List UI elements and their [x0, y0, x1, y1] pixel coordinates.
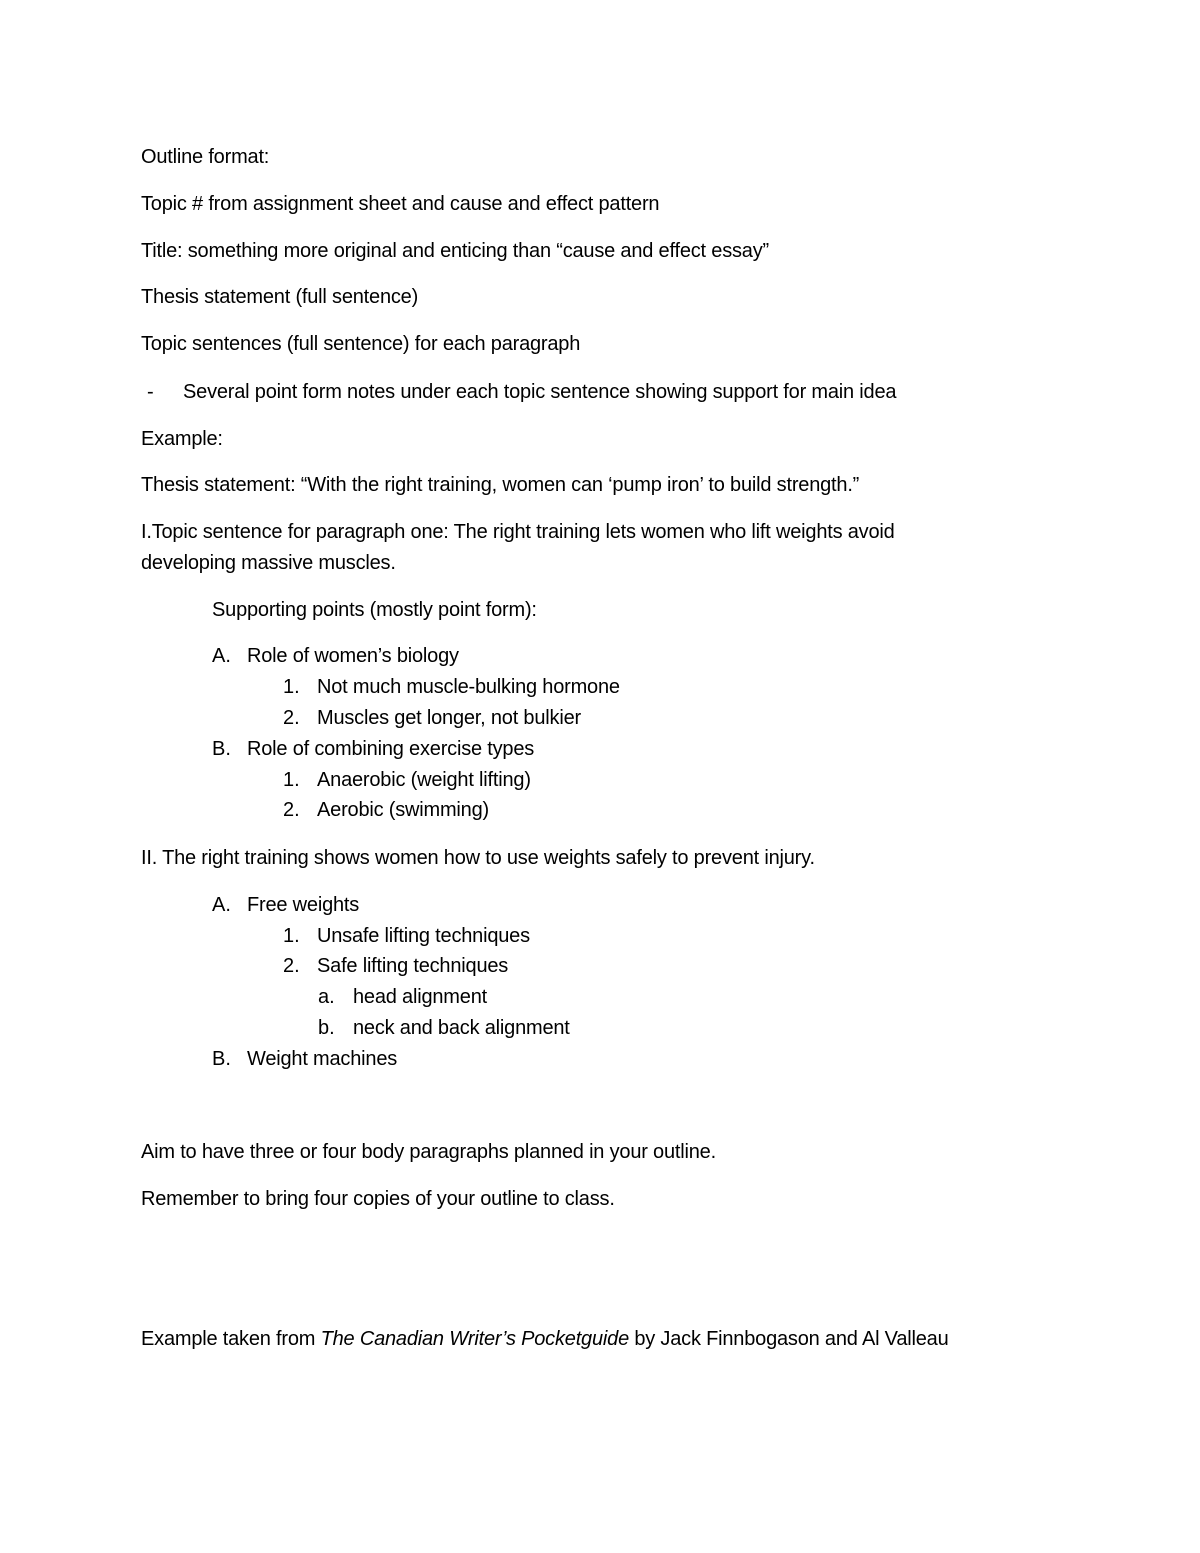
citation-book-title: The Canadian Writer’s Pocketguide: [320, 1328, 629, 1350]
list-item: neck and back alignment: [353, 1017, 570, 1039]
bullet-text: Several point form notes under each topic sentence showing support for main idea: [183, 381, 897, 403]
list-marker: a.: [318, 986, 335, 1008]
section-one-topic-line-2: developing massive muscles.: [141, 552, 396, 574]
list-item: head alignment: [353, 986, 487, 1008]
outline-heading: Outline format:: [141, 146, 270, 168]
bullet-marker: -: [147, 381, 154, 403]
list-marker: 1.: [283, 676, 300, 698]
list-item: Free weights: [247, 894, 360, 916]
supporting-points-label: Supporting points (mostly point form):: [212, 599, 537, 621]
remember-instruction: Remember to bring four copies of your outline to class.: [141, 1188, 615, 1210]
aim-instruction: Aim to have three or four body paragraphs planned in your outline.: [141, 1141, 716, 1163]
example-thesis: Thesis statement: “With the right training, women can ‘pump iron’ to build strength.”: [141, 474, 860, 496]
list-marker: 2.: [283, 799, 300, 821]
thesis-instruction: Thesis statement (full sentence): [141, 286, 419, 308]
list-marker: A.: [212, 894, 231, 916]
citation-prefix: Example taken from: [141, 1328, 321, 1350]
list-item: Role of women’s biology: [247, 645, 459, 667]
list-item: Muscles get longer, not bulkier: [317, 707, 581, 729]
list-marker: 2.: [283, 955, 300, 977]
section-two-topic-line: II. The right training shows women how to use weights safely to prevent injury.: [141, 847, 815, 869]
list-marker: 2.: [283, 707, 300, 729]
list-item: Anaerobic (weight lifting): [317, 769, 531, 791]
list-marker: B.: [212, 738, 231, 760]
example-label: Example:: [141, 428, 223, 450]
list-item: Not much muscle-bulking hormone: [317, 676, 620, 698]
list-marker: A.: [212, 645, 231, 667]
list-item: Weight machines: [247, 1048, 398, 1070]
title-instruction: Title: something more original and enticing than “cause and effect essay”: [141, 240, 769, 262]
topic-instruction: Topic # from assignment sheet and cause and effect pattern: [141, 193, 660, 215]
topic-sentences-instruction: Topic sentences (full sentence) for each paragraph: [141, 333, 581, 355]
citation-suffix: by Jack Finnbogason and Al Valleau: [629, 1328, 949, 1350]
list-marker: 1.: [283, 769, 300, 791]
list-marker: b.: [318, 1017, 335, 1039]
list-marker: 1.: [283, 925, 300, 947]
list-item: Aerobic (swimming): [317, 799, 489, 821]
list-item: Safe lifting techniques: [317, 955, 509, 977]
list-item: Role of combining exercise types: [247, 738, 535, 760]
citation: [141, 1327, 949, 1351]
list-item: Unsafe lifting techniques: [317, 925, 530, 947]
list-marker: B.: [212, 1048, 231, 1070]
section-one-topic-line-1: I.Topic sentence for paragraph one: The right training lets women who lift weights avoid: [141, 521, 895, 543]
